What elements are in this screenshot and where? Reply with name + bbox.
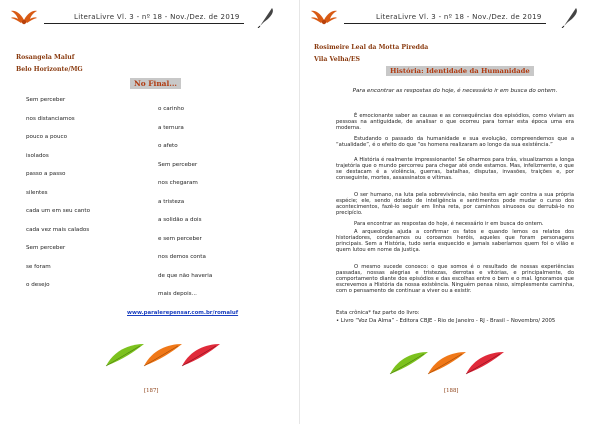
header-text: LiteraLivre Vl. 3 - nº 18 - Nov./Dez. de 2019 xyxy=(376,13,542,21)
quill-pen-icon xyxy=(256,6,276,28)
poem-line: a solidão a dois xyxy=(158,217,202,223)
poem-line: Sem perceber xyxy=(26,245,66,251)
poem-line: a tristeza xyxy=(158,198,185,205)
poem-line: isolados xyxy=(26,152,49,159)
poem-line: nos chegaram xyxy=(158,180,198,186)
poem-line: o afeto xyxy=(158,143,178,149)
poem-line: silentes xyxy=(26,189,48,196)
quill-pen-icon xyxy=(560,6,580,28)
poem-line: se foram xyxy=(26,263,51,270)
chronicle-paragraph: O mesmo sucede conosco: o que somos é o resultado de nossas experiências passadas, nossas alegrias e tristezas, derrotas e vitórias, e principalmente, do comportamento diante dos episódios e das escolhas entre o bem e o mal. Ignoramos que escrevemos a História da nossa existência. Ninguém pensa nisso, simplesmente caminha, com o pensamento de continuar a viver ou a existir. xyxy=(336,264,574,295)
page-number: [187] xyxy=(144,388,159,394)
chronicle-paragraph: Para encontrar as respostas do hoje, é necessário ir em busca do ontem. xyxy=(354,221,544,227)
poem-line: Sem perceber xyxy=(158,161,198,168)
poem-line: o carinho xyxy=(158,106,185,112)
author-website-link[interactable]: www.paralerepensar.com.br/romaluf xyxy=(127,310,239,316)
right-page xyxy=(300,0,600,424)
winged-logo-icon xyxy=(310,8,338,28)
poem-line: pouco a pouco xyxy=(26,134,68,140)
book-note-reference: • Livro “Voz Da Alma” - Editora CBJE - Rio de Janeiro - RJ - Brasil – Novembro/ 2005 xyxy=(336,318,556,324)
chronicle-paragraph: A arqueologia ajuda a confirmar os fatos e quando lemos os relatos dos historiadores, condenamos ou coroamos heróis, aqueles que foram personagens principais. Sem a História, tudo seria esquecido e jamais saberíamos quem foi o vilão e quem lutou em nome da justiça. xyxy=(336,229,574,254)
poem-title: No Final... xyxy=(130,78,181,89)
poem-line: nos distanciamos xyxy=(26,115,75,122)
feather-icon xyxy=(380,348,510,378)
chronicle-paragraph: É emocionante saber as causas e as consequências dos episódios, como viviam as pessoas na antiguidade, de analisar o que ocorreu para tornar esta época uma era moderna. xyxy=(336,113,574,132)
author-city: Belo Horizonte/MG xyxy=(16,66,83,73)
book-note-heading: Esta crônica* faz parte do livro: xyxy=(336,310,420,316)
feather-icon xyxy=(96,340,226,370)
chronicle-epigraph: Para encontrar as respostas do hoje, é necessário ir em busca do ontem. xyxy=(352,88,558,94)
header-rule xyxy=(344,23,546,24)
author-name: Rosangela Maluf xyxy=(16,54,75,61)
page-header xyxy=(10,6,290,32)
poem-line: a ternura xyxy=(158,124,184,131)
poem-line: cada vez mais calados xyxy=(26,226,90,233)
chronicle-paragraph: Estudando o passado da humanidade e sua evolução, compreendemos que a “atualidade”, é o efeito do que “os homens realizaram ao longo da sua existência.” xyxy=(336,136,574,149)
header-text: LiteraLivre Vl. 3 - nº 18 - Nov./Dez. de 2019 xyxy=(74,13,240,21)
chronicle-title: História: Identidade da Humanidade xyxy=(386,66,534,76)
poem-line: e sem perceber xyxy=(158,235,202,242)
winged-logo-icon xyxy=(10,8,38,28)
poem-line: cada um em seu canto xyxy=(26,208,91,214)
poem-line: passo a passo xyxy=(26,171,66,177)
page-header xyxy=(310,6,590,32)
author-name: Rosimeire Leal da Motta Piredda xyxy=(314,44,429,51)
poem-line: nos demos conta xyxy=(158,254,206,260)
poem-line: de que não haveria xyxy=(158,272,213,279)
header-rule xyxy=(44,23,244,24)
poem-line: mais depois... xyxy=(158,291,197,297)
page-number: [188] xyxy=(444,388,459,394)
chronicle-paragraph: A História é realmente impressionante! Se olharmos para trás, visualizamos a longa trajetória que o mundo percorreu para chegar até onde estamos. Mas, infelizmente, o que se destacam é a violência, guerras, batalhas, disputas, invasões, traições e, por conseguinte, mortes, assassinatos e vítimas. xyxy=(336,157,574,182)
poem-line: o desejo xyxy=(26,282,50,288)
poem-line: Sem perceber xyxy=(26,97,66,103)
chronicle-paragraph: O ser humano, na luta pela sobrevivência, não hesita em agir contra a sua própria espécie; ele, sendo dotado de inteligência e sentimentos pode mudar o curso dos acontecimentos, fazê-lo seguir em linha reta, por caminhos sinuosos ou derrubá-lo no precipício. xyxy=(336,192,574,217)
author-city: Vila Velha/ES xyxy=(314,56,361,63)
